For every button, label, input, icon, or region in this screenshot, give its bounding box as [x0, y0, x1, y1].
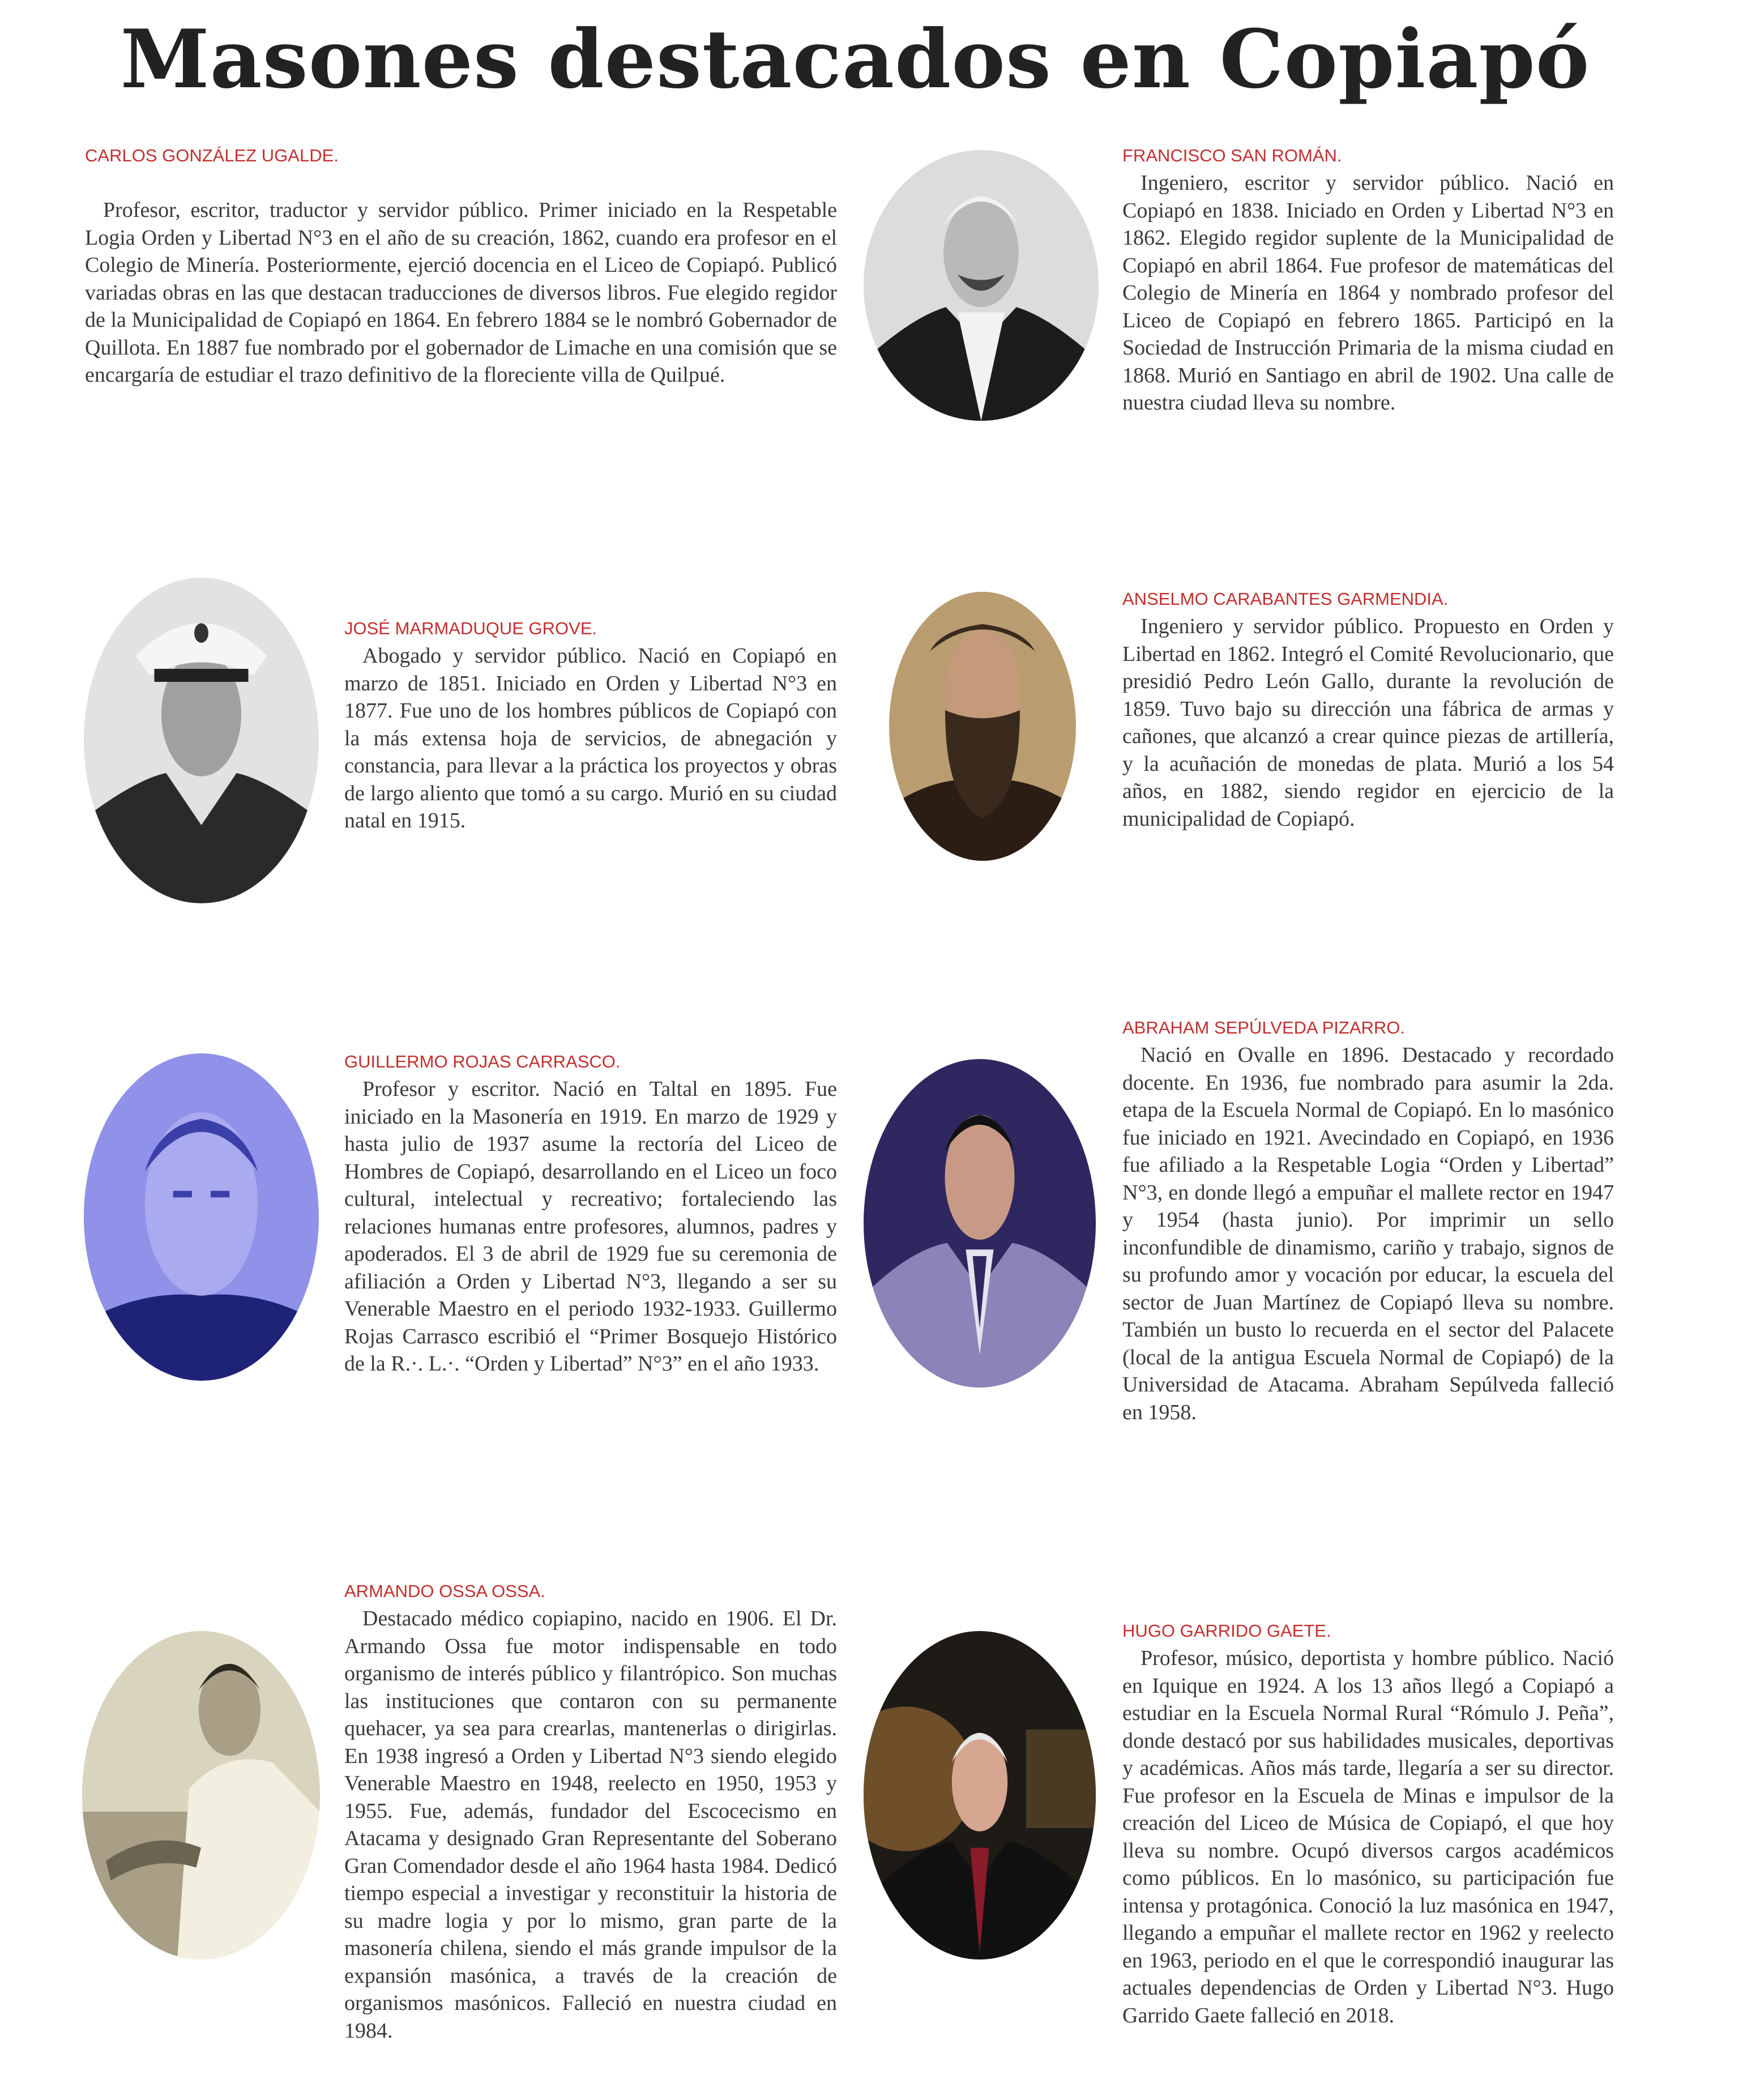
mason-name: ARMANDO OSSA OSSA. — [344, 1581, 545, 1601]
mason-entry-abraham-sepulveda-pizarro — [1122, 1017, 1614, 1426]
portrait-hugo-garrido-icon — [864, 1631, 1096, 1959]
mason-entry-jose-marmaduque-grove — [344, 617, 837, 835]
portrait-francisco-san-roman-icon — [864, 150, 1099, 421]
mason-name: ABRAHAM SEPÚLVEDA PIZARRO. — [1122, 1018, 1405, 1038]
portrait-abraham-sepulveda-icon — [864, 1059, 1096, 1387]
portrait-jose-marmaduque-grove-icon — [84, 578, 319, 903]
portrait-guillermo-rojas-icon — [84, 1053, 319, 1381]
mason-bio: Ingeniero, escritor y servidor público. Nació en Copiapó en 1838. Iniciado en Orden y Libertad N°3 en 1862. Elegido regidor suplente de la Municipalidad de Copiapó en abril 1864. Fue profesor de matemáticas del Colegio de Minería en 1864 y nombrado profesor del Liceo de Copiapó en febrero 1865. Participó en la Sociedad de Instrucción Primaria de la misma ciudad en 1868. Murió en Santiago en abril de 1902. Una calle de nuestra ciudad lleva su nombre. — [1122, 171, 1614, 415]
mason-entry-guillermo-rojas-carrasco — [344, 1051, 837, 1378]
mason-entry-armando-ossa-ossa — [344, 1580, 837, 2044]
mason-bio: Destacado médico copiapino, nacido en 1906. El Dr. Armando Ossa fue motor indispensable en todo organismo de interés público y filantrópico. Son muchas las instituciones que contaron con su permanente quehacer, ya sea para crearlas, mantenerlas o dirigirlas. En 1938 ingresó a Orden y Libertad N°3 siendo elegido Venerable Maestro en 1948, reelecto en 1950, 1953 y 1955. Fue, además, fundador del Escocecismo en Atacama y designado Gran Representante del Soberano Gran Comendador desde el año 1964 hasta 1984. Dedicó tiempo especial a investigar y reconstituir la historia de su madre logia y por lo mismo, gran parte de la masonería chilena, siendo el más grande impulsor de la expansión masónica, a través de la creación de organismos masónicos. Falleció en nuestra ciudad en 1984. — [344, 1607, 837, 2043]
mason-bio: Profesor, escritor, traductor y servidor público. Primer iniciado en la Respetable Logia Orden y Libertad N°3 en el año de su creación, 1862, cuando era profesor en el Colegio de Minería. Posteriormente, ejerció docencia en el Liceo de Copiapó. Publicó variadas obras en las que destacan traducciones de diversos libros. Fue elegido regidor de la Municipalidad de Copiapó en 1864. En febrero 1884 se le nombró Gobernador de Quillota. En 1887 fue nombrado por el gobernador de Limache en una comisión que se encargaría de estudiar el trazo definitivo de la floreciente villa de Quilpué. — [85, 198, 837, 387]
portrait-armando-ossa-icon — [82, 1631, 320, 1959]
page-title: Masones destacados en Copiapó — [120, 12, 1590, 106]
portrait-anselmo-carabantes-icon — [889, 592, 1076, 861]
mason-name: FRANCISCO SAN ROMÁN. — [1122, 146, 1342, 165]
mason-name: JOSÉ MARMADUQUE GROVE. — [344, 618, 597, 638]
mason-bio: Profesor y escritor. Nació en Taltal en 1895. Fue iniciado en la Masonería en 1919. En marzo de 1929 y hasta julio de 1937 asume la rectoría del Liceo de Hombres de Copiapó, desarrollando en el Liceo un foco cultural, intelectual y recreativo; fortaleciendo las relaciones humanas entre profesores, alumnos, padres y apoderados. El 3 de abril de 1929 fue su ceremonia de afiliación a Orden y Libertad N°3, llegando a ser su Venerable Maestro en el periodo 1932-1933. Guillermo Rojas Carrasco escribió el “Primer Bosquejo Histórico de la R.·. L.·. “Orden y Libertad” N°3” en el año 1933. — [344, 1077, 837, 1376]
mason-entry-carlos-gonzalez-ugalde — [85, 144, 837, 389]
mason-entry-anselmo-carabantes-garmendia — [1122, 588, 1614, 832]
mason-name: CARLOS GONZÁLEZ UGALDE. — [85, 146, 339, 165]
mason-bio: Profesor, músico, deportista y hombre público. Nació en Iquique en 1924. A los 13 años llegó a Copiapó a estudiar en la Escuela Normal Rural “Rómulo J. Peña”, donde destacó por sus habilidades musicales, deportivas y académicas. Años más tarde, llegaría a ser su director. Fue profesor en la Escuela de Minas e impulsor de la creación del Liceo de Música de Copiapó, el que hoy lleva su nombre. Ocupó diversos cargos académicos como públicos. En lo masónico, su participación fue intensa y protagónica. Conoció la luz masónica en 1947, llegando a empuñar el mallete rector en 1962 y reelecto en 1963, periodo en el que le correspondió inaugurar las actuales dependencias de Orden y Libertad N°3. Hugo Garrido Gaete falleció en 2018. — [1122, 1646, 1614, 2027]
mason-name: HUGO GARRIDO GAETE. — [1122, 1621, 1331, 1641]
mason-name: ANSELMO CARABANTES GARMENDIA. — [1122, 589, 1449, 609]
mason-bio: Ingeniero y servidor público. Propuesto en Orden y Libertad en 1862. Integró el Comité Revolucionario, que presidió Pedro León Gallo, durante la revolución de 1859. Tuvo bajo su dirección una fábrica de armas y cañones, que alcanzó a crear quince piezas de artillería, y la acuñación de monedas de plata. Murió a los 54 años, en 1882, siendo regidor en ejercicio de la municipalidad de Copiapó. — [1122, 614, 1614, 831]
mason-bio: Abogado y servidor público. Nació en Copiapó en marzo de 1851. Iniciado en Orden y Libertad N°3 en 1877. Fue uno de los hombres públicos de Copiapó con la más extensa hoja de servicios, de abnegación y constancia, para llevar a la práctica los proyectos y obras de largo aliento que tomó a su cargo. Murió en su ciudad natal en 1915. — [344, 644, 837, 832]
mason-name: GUILLERMO ROJAS CARRASCO. — [344, 1052, 621, 1071]
mason-entry-hugo-garrido-gaete — [1122, 1620, 1614, 2029]
mason-bio: Nació en Ovalle en 1896. Destacado y recordado docente. En 1936, fue nombrado para asumir la 2da. etapa de la Escuela Normal de Copiapó. En lo masónico fue iniciado en 1921. Avecindado en Copiapó, en 1936 fue afiliado a la Respetable Logia “Orden y Libertad” N°3, en donde llegó a empuñar el mallete rector en 1947 y 1954 (hasta junio). Por imprimir un sello inconfundible de dinamismo, cariño y trabajo, signos de su profundo amor y vocación por educar, la escuela del sector de Juan Martínez de Copiapó lleva su nombre. También un busto lo recuerda en el sector del Palacete (local de la antigua Escuela Normal de Copiapó) de la Universidad de Atacama. Abraham Sepúlveda falleció en 1958. — [1122, 1043, 1614, 1424]
mason-entry-francisco-san-roman — [1122, 144, 1614, 417]
